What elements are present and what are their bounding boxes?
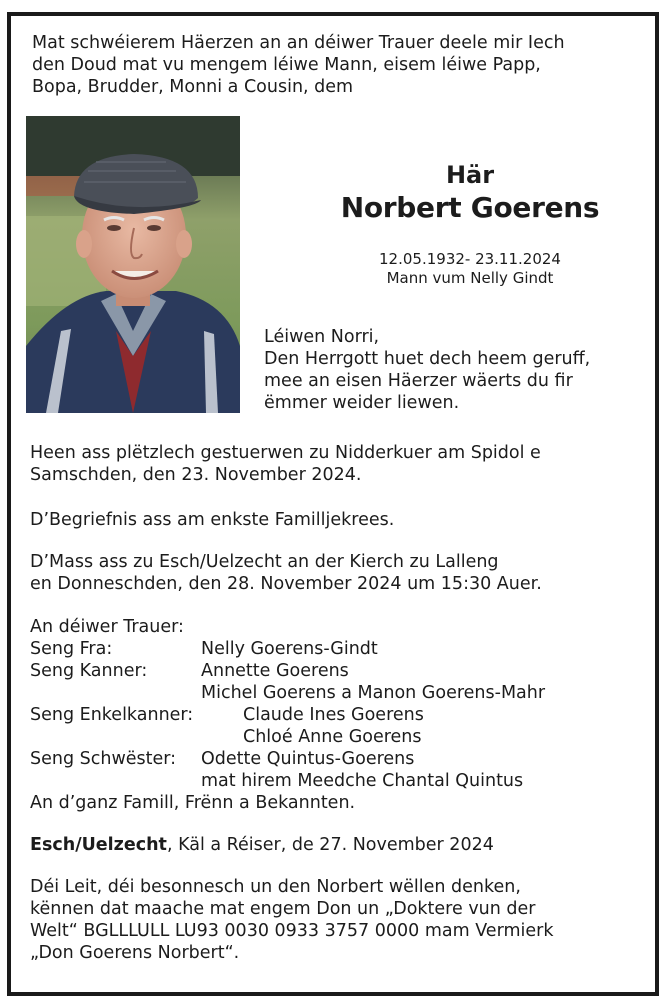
message-line: Den Herrgott huet dech heem geruff,	[264, 349, 591, 369]
grandchild-name: Claude Ines Goerens	[243, 705, 424, 725]
life-dates-block	[300, 250, 640, 288]
mass-notice	[30, 551, 542, 595]
donation-line: „Don Goerens Norbert“.	[30, 943, 240, 963]
donation-line: Welt“ BGLLLULL LU93 0030 0933 3757 0000 mam Vermierk	[30, 921, 554, 941]
donation-line: kënnen dat maache mat engem Don un „Doktere vun der	[30, 899, 536, 919]
intro-line: Mat schwéierem Häerzen an an déiwer Trauer deele mir Iech	[32, 33, 565, 53]
message-line: ëmmer weider liewen.	[264, 393, 460, 413]
honorific: Här	[445, 161, 495, 189]
message-line: Léiwen Norri,	[264, 327, 380, 347]
deceased-name-block	[300, 160, 640, 226]
life-dates: 12.05.1932- 23.11.2024	[379, 250, 561, 268]
mass-line: D’Mass ass zu Esch/Uelzecht an der Kierch zu Lalleng	[30, 552, 499, 572]
place-date-rest: , Käl a Réiser, de 27. November 2024	[166, 835, 494, 855]
sister-name: Odette Quintus-Goerens	[201, 749, 415, 769]
intro-line: Bopa, Brudder, Monni a Cousin, dem	[32, 77, 354, 97]
sister-detail: mat hirem Meedche Chantal Quintus	[201, 771, 524, 791]
wife-label: Seng Fra:	[30, 639, 113, 659]
others-line: An d’ganz Famill, Frënn a Bekannten.	[30, 793, 356, 813]
intro-line: den Doud mat vu mengem léiwe Mann, eisem léiwe Papp,	[32, 55, 541, 75]
death-notice	[30, 442, 541, 486]
notice-line: Samschden, den 23. November 2024.	[30, 465, 362, 485]
grandchildren-label: Seng Enkelkanner:	[30, 705, 194, 725]
children-label: Seng Kanner:	[30, 661, 148, 681]
message-line: mee an eisen Häerzer wäerts du fir	[264, 371, 573, 391]
place-date-line	[30, 834, 494, 856]
sister-label: Seng Schwëster:	[30, 749, 177, 769]
notice-line: Heen ass plëtzlech gestuerwen zu Nidderkuer am Spidol e	[30, 443, 541, 463]
burial-notice: D’Begriefnis ass am enkste Familljekrees.	[30, 510, 395, 530]
intro-text	[32, 32, 632, 98]
mourners-heading: An déiwer Trauer:	[30, 617, 184, 637]
place: Esch/Uelzecht	[30, 835, 167, 855]
wife-name: Nelly Goerens-Gindt	[201, 639, 378, 659]
child-name: Annette Goerens	[201, 661, 349, 681]
mass-line: en Donneschden, den 28. November 2024 um 15:30 Auer.	[30, 574, 542, 594]
donation-line: Déi Leit, déi besonnesch un den Norbert wëllen denken,	[30, 877, 521, 897]
personal-message	[264, 326, 590, 414]
portrait-photo	[26, 116, 240, 413]
deceased-name: Norbert Goerens	[340, 191, 600, 224]
grandchild-name: Chloé Anne Goerens	[243, 727, 422, 747]
donation-notice	[30, 876, 553, 964]
spouse-line: Mann vum Nelly Gindt	[386, 269, 554, 287]
child-name: Michel Goerens a Manon Goerens-Mahr	[201, 683, 546, 703]
